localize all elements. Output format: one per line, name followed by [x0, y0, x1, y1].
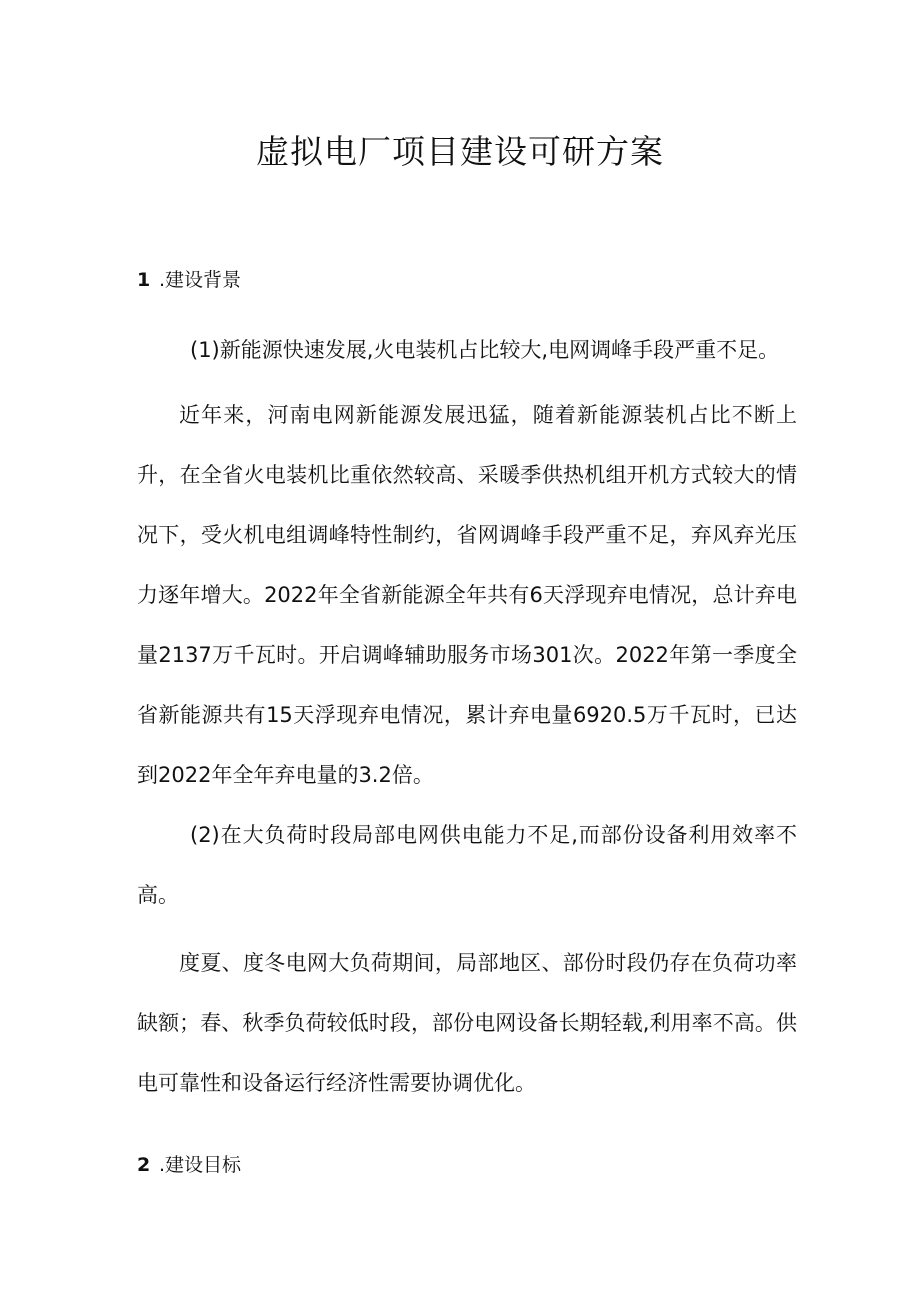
section-title: .建设背景	[159, 269, 242, 291]
subsection-heading-2: (2)在大负荷时段局部电网供电能力不足,而部份设备利用效率不高。	[137, 823, 797, 907]
section-number: 1	[137, 269, 151, 291]
document-title: 虚拟电厂项目建设可研方案	[256, 132, 664, 171]
section-heading-background	[137, 266, 241, 294]
section-number: 2	[137, 1154, 151, 1176]
paragraph-background: 近年来，河南电网新能源发展迅猛，随着新能源装机占比不断上升，在全省火电装机比重依然较高、采暖季供热机组开机方式较大的情况下，受火机电组调峰特性制约，省网调峰手段严重不足，弃风弃光压力逐年增大。2022年全省新能源全年共有6天浮现弃电情况，总计弃电量2137万千瓦时。开启调峰辅助服务市场301次。2022年第一季度全省新能源共有15天浮现弃电情况，累计弃电量6920.5万千瓦时，已达到2022年全年弃电量的3.2倍。	[137, 403, 797, 787]
paragraph-load-deficit: 度夏、度冬电网大负荷期间，局部地区、部份时段仍存在负荷功率缺额；春、秋季负荷较低时段，部份电网设备长期轻载,利用率不高。供电可靠性和设备运行经济性需要协调优化。	[137, 951, 797, 1095]
section-title: .建设目标	[159, 1154, 242, 1176]
section-heading-goals	[137, 1151, 241, 1179]
subsection-heading-1: (1)新能源快速发展,火电装机占比较大,电网调峰手段严重不足。	[190, 338, 780, 362]
